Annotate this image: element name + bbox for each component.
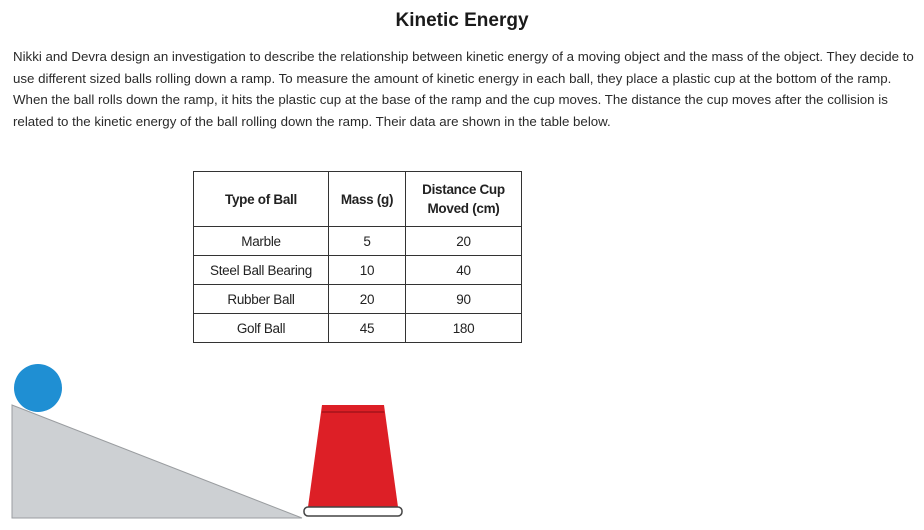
- cell-mass: 45: [329, 314, 406, 343]
- table-row: [194, 285, 522, 314]
- page-title: Kinetic Energy: [395, 10, 529, 31]
- ramp: [12, 405, 302, 518]
- header-mass: Mass (g): [329, 172, 406, 227]
- table-row: [194, 256, 522, 285]
- cell-type: Golf Ball: [194, 314, 329, 343]
- cup-body: [308, 405, 398, 507]
- cell-type: Marble: [194, 227, 329, 256]
- cell-distance: 180: [406, 314, 522, 343]
- cup-base: [304, 507, 402, 516]
- cell-distance: 90: [406, 285, 522, 314]
- cell-type: Steel Ball Bearing: [194, 256, 329, 285]
- intro-paragraph: Nikki and Devra design an investigation to describe the relationship between kinetic energy of a moving object and the mass of the object. They decide to use different sized balls rolling down a ramp. To measure the amount of kinetic energy in each ball, they place a plastic cup at the bottom of the ramp. When the ball rolls down the ramp, it hits the plastic cup at the base of the ramp and the cup moves. The distance the cup moves after the collision is related to the kinetic energy of the ball rolling down the ramp. Their data are shown in the table below.: [13, 49, 914, 129]
- table-row: [194, 227, 522, 256]
- cell-distance: 40: [406, 256, 522, 285]
- cell-mass: 10: [329, 256, 406, 285]
- cell-mass: 5: [329, 227, 406, 256]
- ramp-illustration: [0, 355, 924, 530]
- cell-distance: 20: [406, 227, 522, 256]
- header-type-of-ball: Type of Ball: [194, 172, 329, 227]
- cell-mass: 20: [329, 285, 406, 314]
- ball: [14, 364, 62, 412]
- plastic-cup: [304, 405, 402, 516]
- table-header-row: [194, 172, 522, 227]
- table-row: [194, 314, 522, 343]
- header-distance: Distance Cup Moved (cm): [406, 172, 522, 227]
- cell-type: Rubber Ball: [194, 285, 329, 314]
- data-table: [193, 171, 522, 343]
